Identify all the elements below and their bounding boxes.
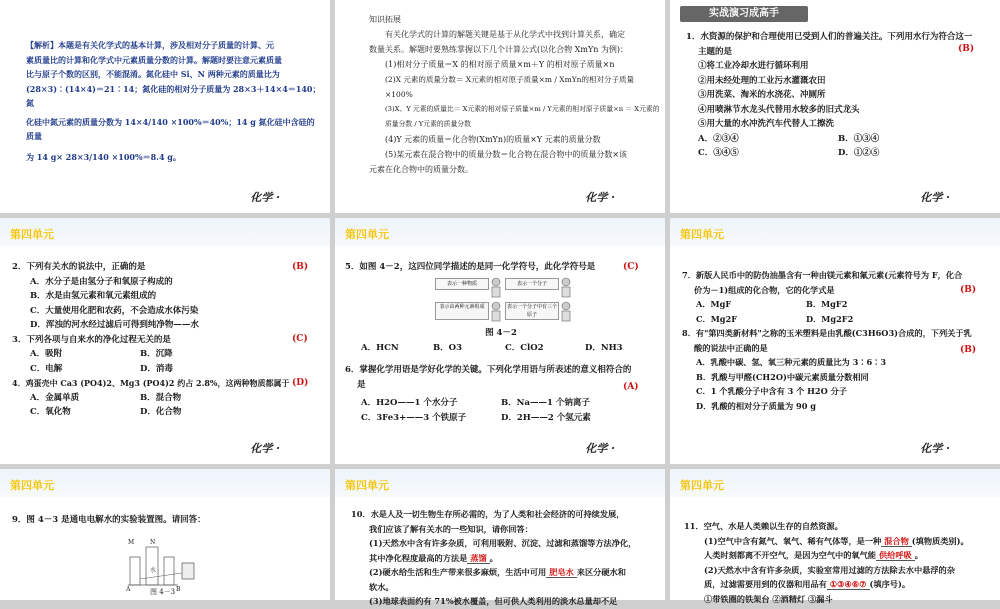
- formula-line: (4)Y 元素的质量＝化合物(XmYn)的质量×Y 元素的质量分数: [385, 135, 601, 144]
- analysis-line: 比与原子个数的区别，不能混淆。氮化硅中 Si、N 两种元素的质量比为: [26, 69, 280, 79]
- practice-badge: 实战演习成高手: [680, 6, 808, 22]
- question-11: 11．空气、水是人类赖以生存的自然资源。: [684, 521, 843, 531]
- question-8-cont: 酸的说法中正确的是: [694, 342, 768, 353]
- part-2-cont: 质，过滤需要用到的仪器和用品有: [704, 579, 827, 589]
- question-1-cont: 主题的是: [698, 46, 733, 57]
- option: A．H2O——1 个水分子: [361, 398, 458, 408]
- unit-label: 第四单元: [345, 228, 389, 241]
- formula-line: 元素在化合物中的质量分数。: [369, 165, 473, 174]
- footer-label: 化学 ·: [250, 442, 280, 455]
- formula-line: (2)X 元素的质量分数＝ X元素的相对原子质量×m / XmYn的相对分子质量 ×100%: [385, 75, 634, 99]
- analysis-line: 为 14 g× 28×3/140 ×100%＝8.4 g。: [26, 151, 181, 162]
- answer-q3: (C): [292, 334, 308, 344]
- question-7: 7．新版人民币中的防伪油墨含有一种由镁元素和氟元素(元素符号为 F，化合: [682, 270, 963, 280]
- option: B．O3: [433, 342, 463, 353]
- figure-caption: 图 4－2: [485, 328, 517, 338]
- part-1-cont: 其中净化程度最高的方法是: [369, 552, 468, 563]
- option: C．Mg2F: [696, 313, 738, 324]
- analysis-line: 【解析】本题是有关化学式的基本计算，涉及相对分子质量的计算、元: [26, 40, 274, 50]
- slide-questions-2-4: [0, 218, 330, 464]
- question-10-cont: 我们应该了解有关水的一些知识，请你回答：: [369, 523, 533, 534]
- answer-q1: (B): [958, 44, 975, 54]
- slide-header: [670, 218, 1000, 246]
- question-5: 5．如图 4－2，这四位同学描述的是同一化学符号，此化学符号是: [345, 262, 596, 272]
- option-a: A．②③④: [698, 133, 739, 144]
- answer-blank: 蒸馏: [467, 553, 489, 564]
- slide-question-11: 第四单元 11．空气、水是人类赖以生存的自然资源。 (1)空气中含有氮气、氧气、稀有气体等，是一种 混合物 (填物质类别)。 人类时刻都离不开空气，是因为空气中的氧气能 供给呼吸 。 (2)天然水中含有许多杂质，实验室常用过滤的方法除去水中悬浮的杂 质，过滤需要用到的仪器和用品有 ①③④⑥⑦ (填序号)。 ①带铁圈的铁架台 ②酒精灯 ③漏斗: [670, 469, 1000, 600]
- part-1: (1)空气中含有氮气、氧气、稀有气体等，是一种: [704, 535, 882, 546]
- unit-label: 第四单元: [10, 228, 54, 241]
- slide-analysis: [0, 0, 330, 213]
- option: B．水是由氢元素和氧元素组成的: [30, 291, 157, 301]
- part-2: (2)天然水中含有许多杂质，实验室常用过滤的方法除去水中悬浮的杂: [704, 564, 955, 575]
- slide-question-9: [0, 469, 330, 600]
- answer-blank: 混合物: [881, 536, 912, 547]
- slide-question-10: 第四单元 10．水是人及一切生物生存所必需的，为了人类和社会经济的可持续发展， 我们应该了解有关水的一些知识，请你回答： (1)天然水中含有许多杂质，可利用吸附、沉淀、过滤和蒸馏等方法净化， 其中净化程度最高的方法是 蒸馏 。 (2)硬水给生活和生产带来很多麻烦，生活中可用 肥皂水 来区分硬水和 软水。 (3)地球表面约有 71%被水覆盖，但可供人类利用的淡水总量却不足: [335, 469, 665, 600]
- option: B．沉降: [140, 349, 173, 359]
- footer-label: 化学 ·: [920, 442, 950, 455]
- option: B．Na——1 个钠离子: [501, 398, 590, 408]
- formula-line: (1)相对分子质量＝X 的相对原子质量×m＋Y 的相对原子质量×n: [385, 60, 615, 69]
- option: B．乳酸与甲醛(CH2O)中碳元素质量分数相同: [696, 371, 869, 382]
- student-icon: [559, 276, 573, 324]
- option: A．MgF: [696, 299, 732, 309]
- analysis-line: 素质量比的计算和化学式中元素质量分数的计算。解题时要注意元素质量: [26, 54, 282, 65]
- part-2-cont: 来区分硬水和: [576, 567, 626, 577]
- option: A．吸附: [30, 349, 63, 359]
- option: D．2H——2 个氢元素: [501, 412, 591, 423]
- question-9: 9．图 4－3 是通电电解水的实验装置图。请回答：: [12, 515, 206, 525]
- list-item: ①将工业冷却水进行循环利用: [698, 61, 809, 71]
- option: A．乳酸中碳、氢、氧三种元素的质量比为 3∶6∶3: [696, 357, 887, 367]
- option: C．ClO2: [505, 342, 544, 353]
- answer-q4: (D): [292, 378, 309, 388]
- slide-questions-7-8: [670, 218, 1000, 464]
- answer-q6: (A): [623, 382, 639, 392]
- section-title: 知识拓展: [369, 15, 401, 24]
- part-2: (2)硬水给生活和生产带来很多麻烦，生活中可用: [369, 567, 547, 577]
- part-3: (3)地球表面约有 71%被水覆盖，但可供人类利用的淡水总量却不足: [369, 596, 618, 606]
- answer-q8: (B): [960, 345, 977, 355]
- option: C．电解: [30, 363, 63, 374]
- option: D．乳酸的相对分子质量为 90 g: [696, 400, 816, 411]
- question-4: 4．鸡蛋壳中 Ca3 (PO4)2、Mg3 (PO4)2 约占 2.8%，这两种物质都属于: [12, 378, 290, 388]
- answer-q5: (C): [623, 262, 639, 272]
- option: C．大量使用化肥和农药，不会造成水体污染: [30, 305, 199, 316]
- slide-header: [670, 469, 1000, 497]
- list-item: ③用洗菜、淘米的水浇花、冲厕所: [698, 90, 826, 100]
- unit-label: 第四单元: [10, 479, 54, 492]
- option: A．金属单质: [30, 392, 80, 403]
- answer-blank: 肥皂水: [546, 567, 577, 578]
- question-10: 10．水是人及一切生物生存所必需的，为了人类和社会经济的可持续发展，: [351, 509, 625, 519]
- answer-q7: (B): [960, 285, 977, 295]
- figure-caption: 图 4－3: [150, 588, 176, 596]
- slide-questions-5-6: [335, 218, 665, 464]
- list-item: ⑤用大量的水冲洗汽车代替人工擦洗: [698, 119, 835, 129]
- figure-label-water: 水: [150, 567, 157, 574]
- answer-q2: (B): [292, 262, 309, 272]
- option: C．氧化物: [30, 407, 71, 417]
- option: C．3Fe3+——3 个铁原子: [361, 412, 467, 423]
- question-2: 2．下列有关水的说法中，正确的是: [12, 262, 146, 272]
- option: D．Mg2F2: [806, 313, 854, 324]
- list-item: ④用喷淋节水龙头代替用水较多的旧式龙头: [698, 104, 860, 115]
- figure-4-2: [435, 276, 565, 326]
- figure-label-n: N: [150, 539, 156, 546]
- figure-label-b: B: [176, 586, 181, 593]
- footer-label: 化学 ·: [920, 191, 950, 204]
- unit-label: 第四单元: [680, 479, 724, 492]
- part-1-b: 人类时刻都离不开空气，是因为空气中的氧气能: [704, 550, 876, 560]
- part-1: (1)天然水中含有许多杂质，可利用吸附、沉淀、过滤和蒸馏等方法净化，: [369, 538, 637, 548]
- formula-line: (3)X、Y 元素的质量比＝ X元素的相对原子质量×m / Y元素的相对原子质量×n ＝ X元素的质量分数 / Y元素的质量分数: [385, 105, 660, 128]
- footer-label: 化学 ·: [585, 442, 615, 455]
- option-c: C．③④⑤: [698, 148, 739, 158]
- knowledge-line: 有关化学式的计算的解题关键是基于从化学式中找到计算关系，确定: [385, 30, 625, 39]
- footer-label: 化学 ·: [585, 191, 615, 204]
- slide-header: [0, 218, 330, 246]
- question-6-cont: 是: [357, 379, 366, 390]
- footer-label: 化学 ·: [250, 191, 280, 204]
- electrolysis-apparatus-figure: [120, 543, 210, 593]
- slide-knowledge: [335, 0, 665, 213]
- list-item: ②用未经处理的工业污水灌溉农田: [698, 75, 826, 86]
- option-d: D．①②⑤: [838, 148, 880, 158]
- question-3: 3．下列各项与自来水的净化过程无关的是: [12, 334, 171, 345]
- option: D．化合物: [140, 407, 182, 417]
- analysis-line: 化硅中氮元素的质量分数为 14×4/140 ×100%＝40%；14 g 氮化硅中含硅的质量: [26, 116, 315, 141]
- option: C．1 个乳酸分子中含有 3 个 H2O 分子: [696, 386, 847, 396]
- figure-label-m: M: [128, 539, 135, 546]
- question-1: 1．水资源的保护和合理使用已受到人们的普遍关注。下列用水行为符合这一: [686, 32, 973, 42]
- part-3: ①带铁圈的铁架台 ②酒精灯 ③漏斗: [704, 593, 833, 604]
- formula-line: (5)某元素在混合物中的质量分数＝化合物在混合物中的质量分数×该: [385, 150, 628, 159]
- unit-label: 第四单元: [345, 479, 389, 492]
- option-b: B．①③④: [838, 133, 880, 144]
- option: B．混合物: [140, 392, 182, 403]
- option: A．水分子是由氢分子和氧原子构成的: [30, 276, 173, 287]
- answer-blank: 供给呼吸: [876, 550, 915, 561]
- part-1-cont: (填物质类别)。: [911, 535, 969, 546]
- speech-bubble: 表示一种物质: [435, 278, 489, 290]
- part-2-end: 软水。: [369, 581, 394, 592]
- knowledge-line: 数量关系。解题时要熟练掌握以下几个计算公式(以化合物 XmYn 为例)：: [369, 45, 629, 54]
- option: D．浑浊的河水经过滤后可得到纯净物——水: [30, 320, 199, 330]
- option: D．消毒: [140, 363, 173, 374]
- question-7-cont: 价为－1)组成的化合物，它的化学式是: [694, 284, 835, 295]
- speech-bubble: 表示一个分子: [505, 278, 559, 290]
- question-8: 8．有"第四类新材料"之称的玉米塑料是由乳酸(C3H6O3)合成的，下列关于乳: [682, 328, 972, 338]
- speech-bubble: 表示由两种元素组成: [435, 302, 489, 320]
- unit-label: 第四单元: [680, 228, 724, 241]
- analysis-line: (28×3)∶(14×4)＝21∶14；氮化硅的相对分子质量为 28×3＋14×4＝140；氮: [26, 83, 321, 108]
- option: D．NH3: [585, 342, 623, 353]
- slide-header: [0, 469, 330, 497]
- option: B．MgF2: [806, 299, 848, 309]
- part-2-end: (填序号)。: [869, 579, 911, 589]
- option: A．HCN: [361, 342, 399, 353]
- slide-header: [335, 469, 665, 497]
- slide-header: [335, 218, 665, 246]
- slide-practice-1: [670, 0, 1000, 213]
- answer-blank: ①③④⑥⑦: [827, 579, 870, 590]
- speech-bubble: 表示一个分子中有三个原子: [506, 304, 557, 318]
- student-icon: [489, 276, 503, 324]
- figure-label-a: A: [126, 586, 131, 593]
- question-6: 6．掌握化学用语是学好化学的关键。下列化学用语与所表述的意义相符合的: [345, 365, 632, 375]
